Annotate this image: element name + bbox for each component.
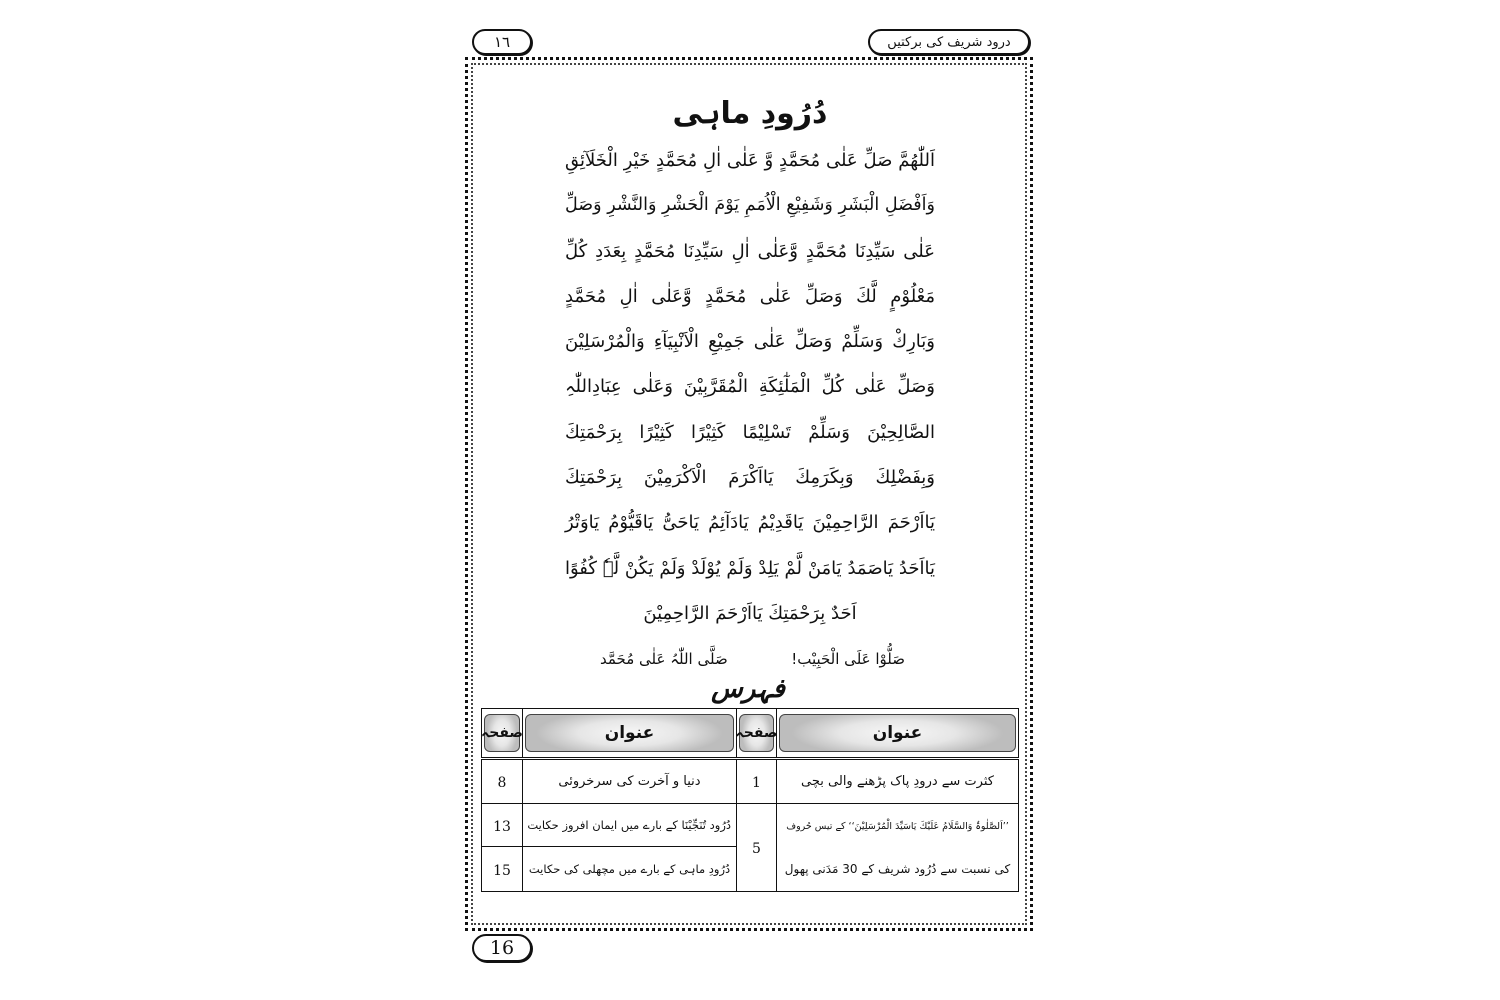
closing-salutation xyxy=(565,644,935,674)
durood-text-block xyxy=(565,138,935,636)
index-title-cell xyxy=(523,847,737,892)
index-entry-page: 8 xyxy=(497,775,507,791)
table-row xyxy=(482,759,1019,804)
header-page-label: صفحہ xyxy=(739,714,774,752)
header-cell-title xyxy=(523,709,737,759)
page-title: دُرُودِ ماہی xyxy=(672,96,828,131)
index-grid xyxy=(481,708,1019,892)
durood-line: وَبِفَضْلِكَ وَبِکَرَمِكَ یَااَکْرَمَ الْاَکْرَمِیْنَ بِرَحْمَتِكَ xyxy=(565,467,935,489)
header-title-label: عنوان xyxy=(779,714,1016,752)
durood-line: یَااَحَدُ یَاصَمَدُ یَامَنْ لَّمْ یَلِدْ وَلَمْ یُوْلَدْ وَلَمْ یَکُنْ لَّہٗ کُفُوًا xyxy=(565,557,935,579)
salutation-response: صَلَّی اللّٰہُ عَلٰی مُحَمَّد xyxy=(600,650,728,668)
header-cell-title xyxy=(777,709,1019,759)
durood-line: الصَّالِحِیْنَ وَسَلِّمْ تَسْلِیْمًا کَثِیْرًا کَثِیْرًا بِرَحْمَتِكَ xyxy=(565,421,935,443)
salutation-call: صَلُّوْا عَلَی الْحَبِیْب! xyxy=(791,650,905,668)
header-page-number: ١٦ xyxy=(472,29,532,55)
table-row xyxy=(482,804,1019,847)
footer-page-number: 16 xyxy=(472,934,532,962)
header-cell-page xyxy=(737,709,777,759)
durood-line: یَااَرْحَمَ الرَّاحِمِیْنَ یَاقَدِیْمُ یَادَآئِمُ یَاحَیُّ یَاقَیُّوْمُ یَاوَتْرُ xyxy=(565,512,935,534)
durood-line: وَاَفْضَلِ الْبَشَرِ وَشَفِیْعِ الْاُمَمِ یَوْمَ الْحَشْرِ وَالنَّشْرِ وَصَلِّ xyxy=(565,195,935,216)
header-cell-page xyxy=(482,709,523,759)
index-entry-page: 13 xyxy=(493,818,511,835)
durood-line: وَصَلِّ عَلٰی کُلِّ الْمَلٰٓئِکَةِ الْمُقَرَّبِیْنَ وَعَلٰی عِبَادِاللّٰہِ xyxy=(565,376,935,398)
header-page-label: صفحہ xyxy=(484,714,520,752)
durood-line: مَعْلُوْمٍ لَّكَ وَصَلِّ عَلٰی مُحَمَّدٍ وَّعَلٰی اٰلِ مُحَمَّدٍ xyxy=(565,285,935,307)
index-entry-title-line: کی نسبت سے دُرُود شریف کے 30 مَدَنی پھول xyxy=(784,861,1011,876)
index-title-cell xyxy=(523,759,737,804)
index-entry-title: دُرُودِ ماہی کے بارے میں مچھلی کی حکایت xyxy=(528,862,731,876)
durood-line-final: اَحَدٌ بِرَحْمَتِكَ یَااَرْحَمَ الرَّاحِمِیْنَ xyxy=(643,602,857,624)
index-header-row xyxy=(482,709,1019,759)
durood-line: عَلٰی سَیِّدِنَا مُحَمَّدٍ وَّعَلٰی اٰلِ سَیِّدِنَا مُحَمَّدٍ بِعَدَدِ کُلِّ xyxy=(565,240,935,262)
index-title-cell xyxy=(777,804,1019,892)
index-title-cell xyxy=(523,804,737,847)
index-entry-page: 5 xyxy=(752,841,761,857)
index-entry-title: دنیا و آخرت کی سرخروئی xyxy=(558,774,701,789)
durood-line: وَبَارِكْ وَسَلِّمْ وَصَلِّ عَلٰی جَمِیْعِ الْاَنْبِیَآءِ وَالْمُرْسَلِیْنَ xyxy=(565,331,935,353)
index-heading: فہرس xyxy=(711,674,785,704)
index-entry-title: کثرت سے درودِ پاک پڑھنے والی بچی xyxy=(801,774,994,789)
durood-line: اَللّٰھُمَّ صَلِّ عَلٰی مُحَمَّدٍ وَّ عَلٰی اٰلِ مُحَمَّدٍ خَیْرِ الْخَلَآئِقِ xyxy=(565,150,935,171)
index-page-cell xyxy=(482,804,523,847)
running-title: درود شریف کی برکتیں xyxy=(868,29,1030,55)
index-title-cell xyxy=(777,759,1019,804)
index-table xyxy=(481,708,1018,892)
index-entry-page: 15 xyxy=(493,862,511,879)
index-page-cell xyxy=(737,759,777,804)
index-entry-title-line: ’’اَلصَّلٰوۃُ وَالسَّلَامُ عَلَیْكَ یَاسَیِّدَ الْمُرْسَلِیْنَ‘‘ کے تیس حُروف xyxy=(786,820,1009,832)
index-entry-title: دُرُود تُنَجِّیْنَا کے بارے میں ایمان افروز حکایت xyxy=(527,818,731,832)
index-page-cell xyxy=(482,759,523,804)
index-entry-page: 1 xyxy=(752,775,761,791)
index-page-cell xyxy=(482,847,523,892)
header-title-label: عنوان xyxy=(525,714,734,752)
index-page-cell xyxy=(737,804,777,892)
